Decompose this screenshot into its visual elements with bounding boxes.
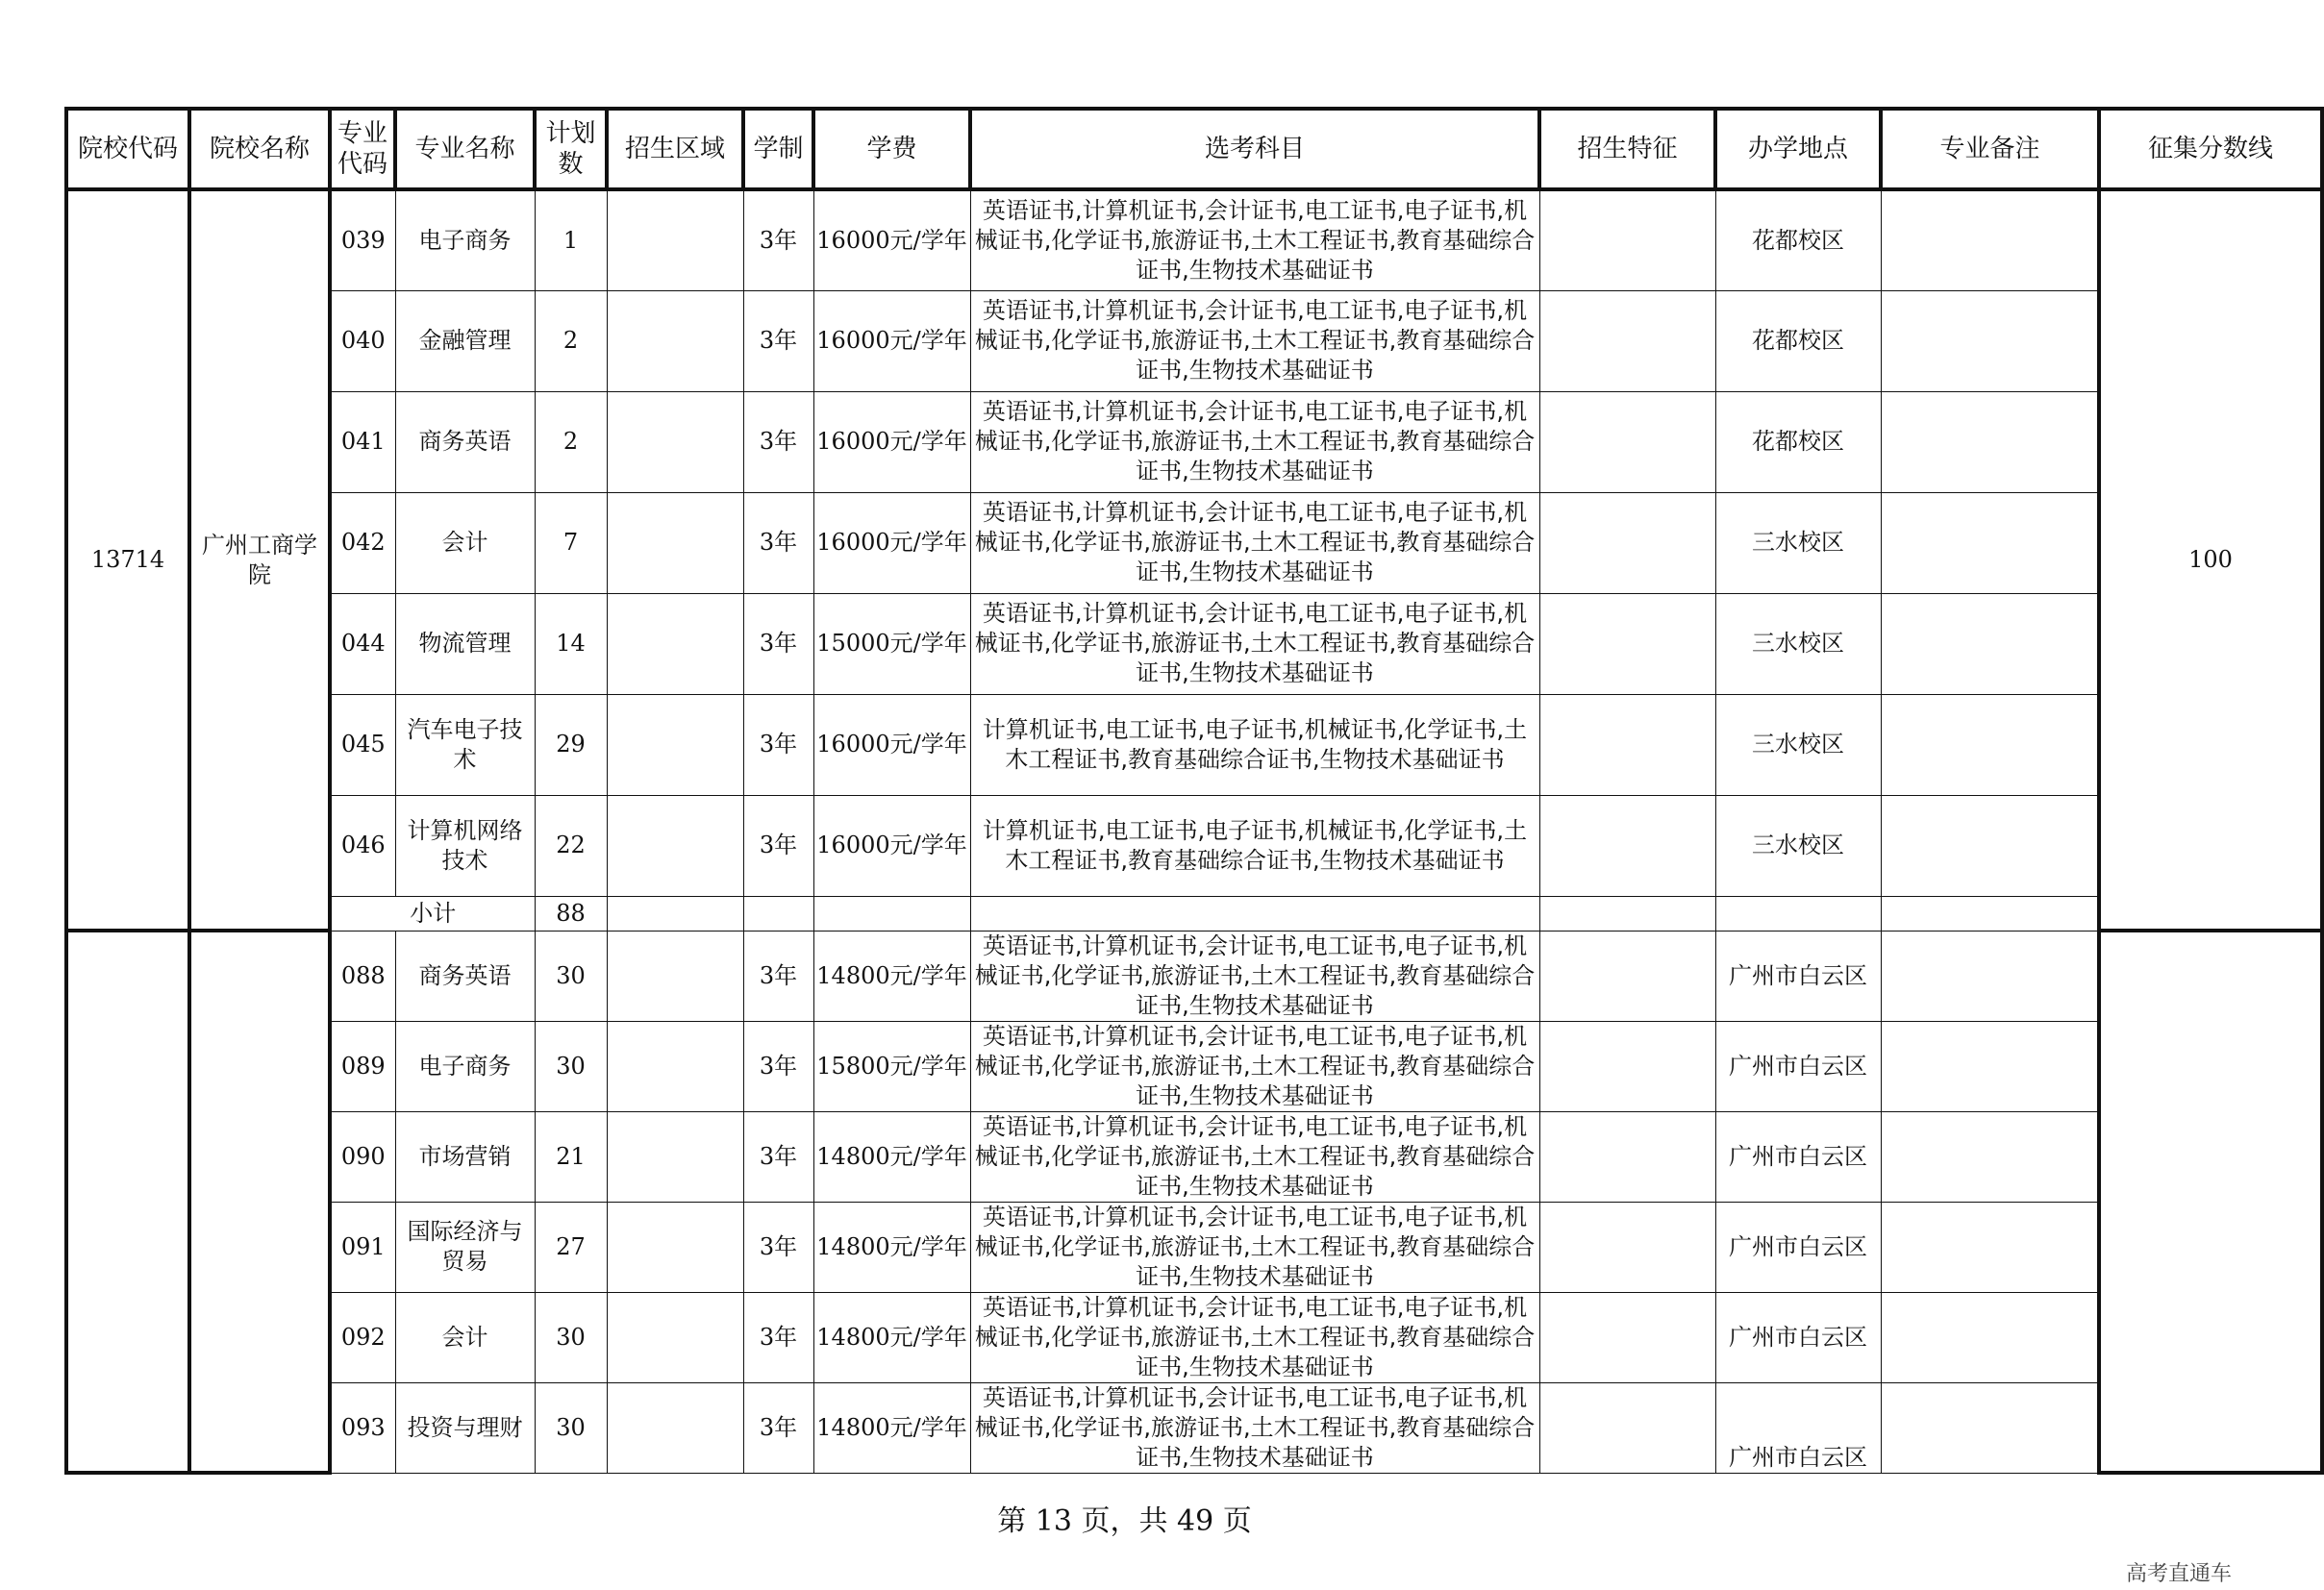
major-code-cell: 046 (330, 795, 395, 896)
header-row (66, 109, 2322, 189)
table-row (66, 290, 2322, 391)
features-cell (1539, 189, 1715, 290)
location-cell: 三水校区 (1715, 795, 1881, 896)
major-name-cell: 投资与理财 (395, 1382, 535, 1473)
region-cell (607, 694, 743, 795)
major-code-cell: 044 (330, 593, 395, 694)
major-code-cell: 042 (330, 492, 395, 593)
major-code-cell: 039 (330, 189, 395, 290)
years-cell: 3年 (743, 492, 813, 593)
plan-cell: 21 (535, 1111, 607, 1202)
features-cell (1539, 593, 1715, 694)
table-row (66, 1292, 2322, 1382)
remarks-cell (1881, 795, 2099, 896)
remarks-cell (1881, 931, 2099, 1021)
subjects-cell: 英语证书,计算机证书,会计证书,电工证书,电子证书,机械证书,化学证书,旅游证书,土木工程证书,教育基础综合证书,生物技术基础证书 (970, 931, 1539, 1021)
plan-cell: 7 (535, 492, 607, 593)
major-name-cell: 会计 (395, 492, 535, 593)
location-cell: 广州市白云区 (1715, 1021, 1881, 1111)
fee-cell: 14800元/学年 (813, 1202, 970, 1292)
region-cell (607, 290, 743, 391)
major-name-cell: 电子商务 (395, 1021, 535, 1111)
major-name-cell: 汽车电子技术 (395, 694, 535, 795)
plan-cell: 2 (535, 391, 607, 492)
subjects-cell: 英语证书,计算机证书,会计证书,电工证书,电子证书,机械证书,化学证书,旅游证书,土木工程证书,教育基础综合证书,生物技术基础证书 (970, 1292, 1539, 1382)
table-row (66, 593, 2322, 694)
years-cell (743, 896, 813, 931)
location-cell: 广州市白云区 (1715, 1111, 1881, 1202)
fee-cell: 14800元/学年 (813, 1292, 970, 1382)
major-name-cell: 商务英语 (395, 931, 535, 1021)
major-code-cell: 040 (330, 290, 395, 391)
major-code-cell: 045 (330, 694, 395, 795)
location-cell: 广州市白云区 (1715, 1202, 1881, 1292)
col-header-subjects: 选考科目 (970, 109, 1539, 189)
location-cell: 花都校区 (1715, 189, 1881, 290)
location-cell (1715, 896, 1881, 931)
table-row (66, 931, 2322, 1021)
plan-cell: 30 (535, 1382, 607, 1473)
subjects-cell: 计算机证书,电工证书,电子证书,机械证书,化学证书,土木工程证书,教育基础综合证书,生物技术基础证书 (970, 694, 1539, 795)
fee-cell: 16000元/学年 (813, 694, 970, 795)
major-name-cell: 国际经济与贸易 (395, 1202, 535, 1292)
remarks-cell (1881, 1021, 2099, 1111)
location-cell: 广州市白云区 (1715, 1382, 1881, 1473)
plan-cell: 27 (535, 1202, 607, 1292)
major-code-cell: 088 (330, 931, 395, 1021)
subjects-cell: 英语证书,计算机证书,会计证书,电工证书,电子证书,机械证书,化学证书,旅游证书,土木工程证书,教育基础综合证书,生物技术基础证书 (970, 593, 1539, 694)
col-header-score-line: 征集分数线 (2099, 109, 2322, 189)
table-row (66, 795, 2322, 896)
remarks-cell (1881, 492, 2099, 593)
col-header-remarks: 专业备注 (1881, 109, 2099, 189)
enrollment-table-sheet (64, 107, 2324, 1475)
major-name-cell: 物流管理 (395, 593, 535, 694)
table-row (66, 189, 2322, 290)
plan-cell: 14 (535, 593, 607, 694)
major-code-cell: 093 (330, 1382, 395, 1473)
school-name-cell: 广州工商学院 (189, 189, 330, 931)
features-cell (1539, 795, 1715, 896)
remarks-cell (1881, 1202, 2099, 1292)
features-cell (1539, 290, 1715, 391)
score-line-cell (2099, 931, 2322, 1473)
col-header-school-code: 院校代码 (66, 109, 189, 189)
location-cell: 广州市白云区 (1715, 931, 1881, 1021)
years-cell: 3年 (743, 795, 813, 896)
region-cell (607, 1382, 743, 1473)
table-row (66, 391, 2322, 492)
features-cell (1539, 896, 1715, 931)
location-cell: 三水校区 (1715, 492, 1881, 593)
col-header-location: 办学地点 (1715, 109, 1881, 189)
page-number-footer: 第 13 页，共 49 页 (997, 1504, 1252, 1538)
watermark-text: 高考直通车 (2125, 1562, 2232, 1586)
col-header-major-name: 专业名称 (395, 109, 535, 189)
fee-cell: 14800元/学年 (813, 931, 970, 1021)
major-code-cell: 091 (330, 1202, 395, 1292)
fee-cell (813, 896, 970, 931)
major-name-cell: 会计 (395, 1292, 535, 1382)
fee-cell: 14800元/学年 (813, 1111, 970, 1202)
years-cell: 3年 (743, 1382, 813, 1473)
region-cell (607, 1202, 743, 1292)
years-cell: 3年 (743, 1202, 813, 1292)
remarks-cell (1881, 694, 2099, 795)
subjects-cell: 英语证书,计算机证书,会计证书,电工证书,电子证书,机械证书,化学证书,旅游证书,土木工程证书,教育基础综合证书,生物技术基础证书 (970, 391, 1539, 492)
location-cell: 三水校区 (1715, 593, 1881, 694)
table-row (66, 694, 2322, 795)
subjects-cell: 计算机证书,电工证书,电子证书,机械证书,化学证书,土木工程证书,教育基础综合证书,生物技术基础证书 (970, 795, 1539, 896)
region-cell (607, 391, 743, 492)
col-header-fee: 学费 (813, 109, 970, 189)
subjects-cell (970, 896, 1539, 931)
col-header-features: 招生特征 (1539, 109, 1715, 189)
subjects-cell: 英语证书,计算机证书,会计证书,电工证书,电子证书,机械证书,化学证书,旅游证书,土木工程证书,教育基础综合证书,生物技术基础证书 (970, 1382, 1539, 1473)
subjects-cell: 英语证书,计算机证书,会计证书,电工证书,电子证书,机械证书,化学证书,旅游证书,土木工程证书,教育基础综合证书,生物技术基础证书 (970, 189, 1539, 290)
col-header-region: 招生区域 (607, 109, 743, 189)
fee-cell: 15000元/学年 (813, 593, 970, 694)
major-code-cell: 090 (330, 1111, 395, 1202)
remarks-cell (1881, 593, 2099, 694)
years-cell: 3年 (743, 1292, 813, 1382)
subtotal-label: 小计 (330, 896, 535, 931)
remarks-cell (1881, 1292, 2099, 1382)
remarks-cell (1881, 1111, 2099, 1202)
features-cell (1539, 1382, 1715, 1473)
col-header-years: 学制 (743, 109, 813, 189)
years-cell: 3年 (743, 1111, 813, 1202)
table-row (66, 1021, 2322, 1111)
features-cell (1539, 1292, 1715, 1382)
years-cell: 3年 (743, 931, 813, 1021)
subjects-cell: 英语证书,计算机证书,会计证书,电工证书,电子证书,机械证书,化学证书,旅游证书,土木工程证书,教育基础综合证书,生物技术基础证书 (970, 492, 1539, 593)
table-row (66, 492, 2322, 593)
remarks-cell (1881, 896, 2099, 931)
plan-cell: 30 (535, 1021, 607, 1111)
region-cell (607, 795, 743, 896)
years-cell: 3年 (743, 391, 813, 492)
features-cell (1539, 694, 1715, 795)
subjects-cell: 英语证书,计算机证书,会计证书,电工证书,电子证书,机械证书,化学证书,旅游证书,土木工程证书,教育基础综合证书,生物技术基础证书 (970, 290, 1539, 391)
years-cell: 3年 (743, 1021, 813, 1111)
years-cell: 3年 (743, 290, 813, 391)
subtotal-value: 88 (535, 896, 607, 931)
region-cell (607, 896, 743, 931)
remarks-cell (1881, 391, 2099, 492)
major-name-cell: 电子商务 (395, 189, 535, 290)
col-header-major-code: 专业代码 (330, 109, 395, 189)
table-row (66, 1382, 2322, 1473)
features-cell (1539, 492, 1715, 593)
school-code-cell (66, 931, 189, 1473)
major-code-cell: 041 (330, 391, 395, 492)
region-cell (607, 189, 743, 290)
subjects-cell: 英语证书,计算机证书,会计证书,电工证书,电子证书,机械证书,化学证书,旅游证书,土木工程证书,教育基础综合证书,生物技术基础证书 (970, 1202, 1539, 1292)
col-header-school-name: 院校名称 (189, 109, 330, 189)
fee-cell: 16000元/学年 (813, 492, 970, 593)
features-cell (1539, 1111, 1715, 1202)
major-name-cell: 计算机网络技术 (395, 795, 535, 896)
plan-cell: 29 (535, 694, 607, 795)
plan-cell: 2 (535, 290, 607, 391)
subjects-cell: 英语证书,计算机证书,会计证书,电工证书,电子证书,机械证书,化学证书,旅游证书,土木工程证书,教育基础综合证书,生物技术基础证书 (970, 1111, 1539, 1202)
major-name-cell: 市场营销 (395, 1111, 535, 1202)
region-cell (607, 593, 743, 694)
subtotal-row (66, 896, 2322, 931)
region-cell (607, 492, 743, 593)
school-name-cell (189, 931, 330, 1473)
plan-cell: 1 (535, 189, 607, 290)
remarks-cell (1881, 290, 2099, 391)
years-cell: 3年 (743, 694, 813, 795)
region-cell (607, 1111, 743, 1202)
fee-cell: 15800元/学年 (813, 1021, 970, 1111)
major-name-cell: 金融管理 (395, 290, 535, 391)
fee-cell: 16000元/学年 (813, 391, 970, 492)
table-row (66, 1111, 2322, 1202)
plan-cell: 22 (535, 795, 607, 896)
features-cell (1539, 931, 1715, 1021)
score-line-cell: 100 (2099, 189, 2322, 931)
region-cell (607, 931, 743, 1021)
fee-cell: 16000元/学年 (813, 795, 970, 896)
enrollment-table (64, 107, 2324, 1475)
location-cell: 花都校区 (1715, 391, 1881, 492)
region-cell (607, 1292, 743, 1382)
plan-cell: 30 (535, 931, 607, 1021)
features-cell (1539, 391, 1715, 492)
subjects-cell: 英语证书,计算机证书,会计证书,电工证书,电子证书,机械证书,化学证书,旅游证书,土木工程证书,教育基础综合证书,生物技术基础证书 (970, 1021, 1539, 1111)
major-code-cell: 092 (330, 1292, 395, 1382)
school-code-cell: 13714 (66, 189, 189, 931)
fee-cell: 16000元/学年 (813, 290, 970, 391)
remarks-cell (1881, 1382, 2099, 1473)
fee-cell: 16000元/学年 (813, 189, 970, 290)
major-name-cell: 商务英语 (395, 391, 535, 492)
years-cell: 3年 (743, 189, 813, 290)
major-code-cell: 089 (330, 1021, 395, 1111)
location-cell: 三水校区 (1715, 694, 1881, 795)
features-cell (1539, 1202, 1715, 1292)
col-header-plan: 计划数 (535, 109, 607, 189)
years-cell: 3年 (743, 593, 813, 694)
features-cell (1539, 1021, 1715, 1111)
location-cell: 花都校区 (1715, 290, 1881, 391)
location-cell: 广州市白云区 (1715, 1292, 1881, 1382)
table-row (66, 1202, 2322, 1292)
region-cell (607, 1021, 743, 1111)
plan-cell: 30 (535, 1292, 607, 1382)
fee-cell: 14800元/学年 (813, 1382, 970, 1473)
remarks-cell (1881, 189, 2099, 290)
